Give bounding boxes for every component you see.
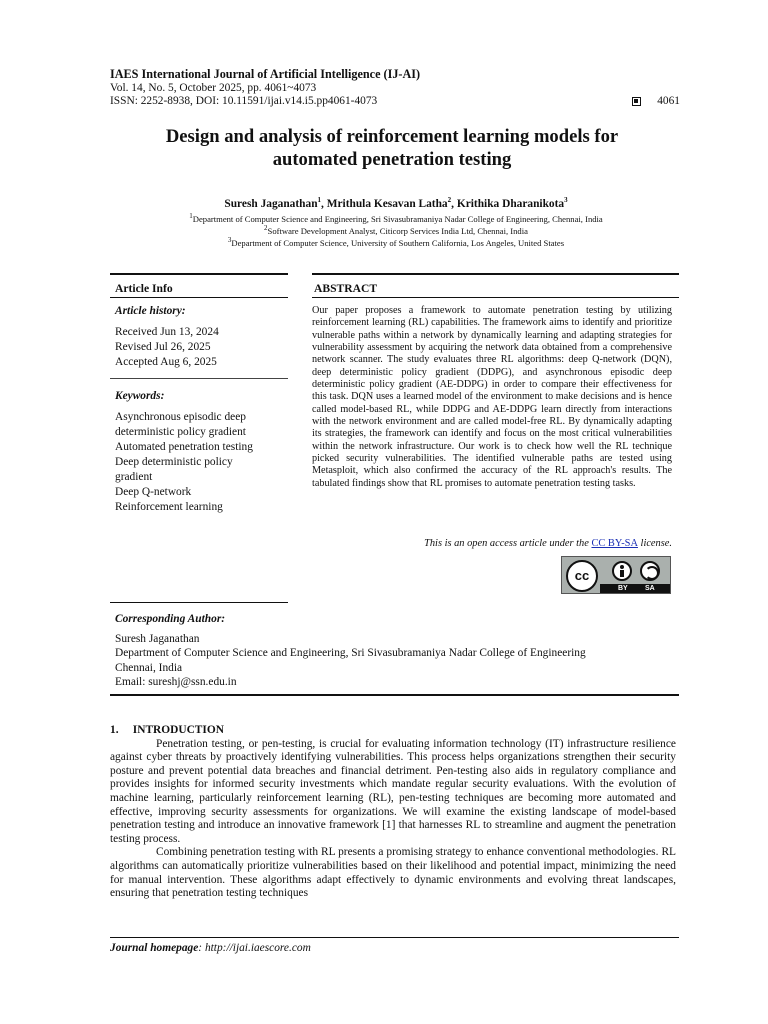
license-strip	[600, 584, 670, 593]
page-number: 4061	[657, 95, 680, 108]
keyword-item: Automated penetration testing	[115, 441, 253, 453]
share-alike-icon	[640, 561, 660, 581]
divider	[110, 378, 288, 379]
journal-homepage	[110, 942, 311, 954]
volume-info: Vol. 14, No. 5, October 2025, pp. 4061~4073	[110, 81, 317, 94]
author-name: Mrithula Kesavan Latha	[326, 197, 448, 210]
received-date: Received Jun 13, 2024	[115, 326, 219, 338]
divider	[312, 297, 679, 298]
accepted-date: Accepted Aug 6, 2025	[115, 356, 217, 368]
sa-label: SA	[645, 585, 655, 592]
divider	[110, 273, 288, 275]
divider	[110, 937, 679, 938]
cc-license-badge[interactable]	[561, 556, 671, 594]
attribution-icon	[612, 561, 632, 581]
keyword-item: Asynchronous episodic deep deterministic policy gradient	[115, 411, 246, 438]
homepage-label: Journal homepage	[110, 942, 199, 954]
license-suffix: license.	[637, 538, 672, 549]
author-name: Suresh Jaganathan	[224, 197, 318, 210]
license-line	[312, 538, 672, 549]
abstract-heading: ABSTRACT	[314, 282, 378, 295]
paragraph: Penetration testing, or pen-testing, is crucial for evaluating information technology (IT) infrastructure resilience against cyber threats by proactively identifying vulnerabilities. This process helps organizations strengthen their security posture and prevent potential data breaches and financial detriment. Pen-testing also aids in regulatory compliance and provides insights for informed security investments which mandate regular security evaluations. With the evolution of machine learning, particularly reinforcement learning (RL), pen-testing techniques are becoming more automated and effective, improving security assessments for organizations. We will examine the existing landscape of model-based penetration testing and introduce an innovative framework [1] that harnesses RL to streamline and augment the penetration testing process.	[110, 737, 676, 845]
history-heading: Article history:	[115, 305, 186, 317]
revised-date: Revised Jul 26, 2025	[115, 341, 211, 353]
article-info-heading: Article Info	[115, 282, 173, 295]
author-name: Krithika Dharanikota	[456, 197, 565, 210]
keywords-block	[115, 389, 290, 515]
affiliation-text: Department of Computer Science and Engineering, Sri Sivasubramaniya Nadar College of Engineering, Chennai, India	[192, 213, 603, 224]
cc-icon: cc	[566, 560, 598, 592]
author-sep: ,	[451, 197, 457, 210]
divider	[110, 694, 679, 696]
issn-doi: ISSN: 2252-8938, DOI: 10.11591/ijai.v14.i5.pp4061-4073	[110, 95, 378, 108]
paper-title	[100, 126, 684, 171]
corresponding-dept: Department of Computer Science and Engineering, Sri Sivasubramaniya Nadar College of Engineering	[115, 647, 586, 660]
author-sep: ,	[321, 197, 327, 210]
author-list	[90, 196, 702, 210]
square-icon	[632, 97, 641, 106]
author-mark: 2	[447, 196, 452, 204]
license-link[interactable]: CC BY-SA	[591, 538, 638, 549]
divider	[110, 602, 288, 603]
article-history	[115, 304, 290, 370]
corresponding-name: Suresh Jaganathan	[115, 633, 200, 646]
author-mark: 3	[564, 196, 568, 204]
corresponding-email[interactable]: Email: sureshj@ssn.edu.in	[115, 675, 237, 688]
journal-name: IAES International Journal of Artificial Intelligence (IJ-AI)	[110, 67, 421, 81]
author-mark: 1	[317, 196, 322, 204]
running-header	[110, 68, 680, 109]
corresponding-author	[115, 612, 685, 689]
keyword-item: Deep Q-network	[115, 486, 192, 498]
affiliation-mark: 1	[189, 212, 193, 220]
issn-row	[110, 95, 680, 109]
keyword-item: Deep deterministic policy gradient	[115, 456, 233, 483]
keyword-item: Reinforcement learning	[115, 501, 223, 513]
corresponding-city: Chennai, India	[115, 661, 183, 674]
affiliation-mark: 2	[264, 224, 268, 232]
title-line-2: automated penetration testing	[272, 148, 512, 170]
divider	[110, 297, 288, 298]
affiliation	[90, 234, 702, 249]
homepage-url[interactable]: : http://ijai.iaescore.com	[198, 942, 311, 954]
keywords-heading: Keywords:	[115, 390, 165, 402]
section-heading: 1. INTRODUCTION	[110, 724, 224, 736]
affiliation-mark: 3	[227, 236, 232, 244]
paragraph: Combining penetration testing with RL presents a promising strategy to enhance conventional methodologies. RL algorithms can automatically prioritize vulnerabilities based on their likelihood and potential impact, minimizing the need for manual intervention. These algorithms adapt effectively to dynamic environments and evolving threat landscapes, ensuring that penetration testing techniques	[110, 846, 676, 900]
title-line-1: Design and analysis of reinforcement learning models for	[165, 126, 619, 147]
abstract-text: Our paper proposes a framework to automate penetration testing by utilizing reinforcement learning (RL) capabilities. The framework aims to identify and prioritize vulnerable paths within a network by dynamically learning and adapting strategies for vulnerability assessment by acquiring the network data obtained from a comprehensive network scanner. The study evaluates three RL algorithms: deep Q-network (DQN), deep deterministic policy gradient (DDPG), and asynchronous episodic deep deterministic policy gradient (AE-DDPG) in order to compare their effectiveness for this task. DQN uses a learned model of the environment to make decisions and is hence called model-based RL, while DDPG and AE-DDPG learn directly from interactions with the network environment and are called model-free RL. By dynamically adapting its strategies, the framework can identify and focus on the most critical vulnerabilities within the network infrastructure. Our work is to check how well the RL technique picked security vulnerabilities. The identified vulnerable paths are tested using Metasploit, which also confirmed the accuracy of the RL approach's results. The tabulated findings show that RL promises to automate penetration testing tasks.	[312, 305, 672, 489]
affiliation-text: Software Development Analyst, Citicorp Services India Ltd, Chennai, India	[267, 225, 528, 236]
license-prefix: This is an open access article under the	[424, 538, 592, 549]
by-label: BY	[618, 585, 628, 592]
page-number-group	[632, 95, 680, 109]
corresponding-heading: Corresponding Author:	[115, 613, 226, 625]
divider	[312, 273, 679, 275]
affiliation-text: Department of Computer Science, University of Southern California, Los Angeles, United States	[231, 237, 565, 248]
introduction-section	[110, 724, 676, 901]
